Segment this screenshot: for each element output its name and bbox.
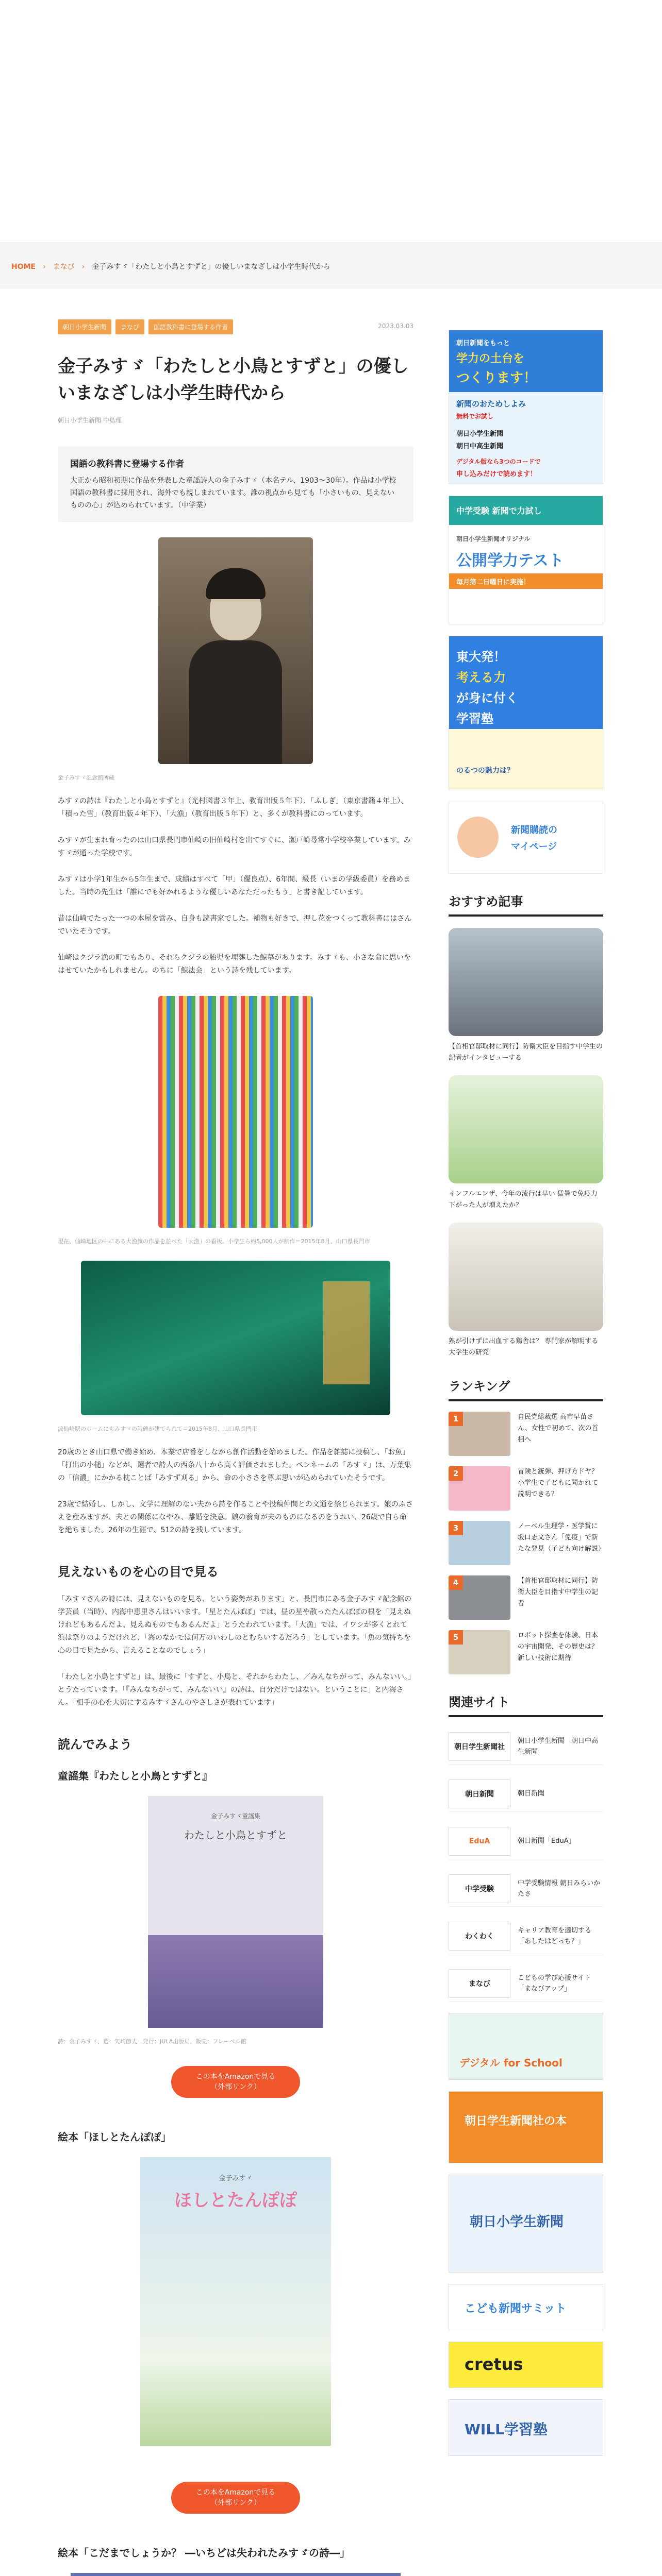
- book-author: 金子みすゞ: [219, 2175, 253, 2182]
- book-cover-title: ほしとたんぽぽ: [174, 2190, 297, 2211]
- trial-banner[interactable]: 朝日新聞をもっと 学力の土台を つくります！ 新聞のおためしよみ 無料でお試し 朝日小学生新聞 朝日中高生新聞 デジタル版なら3つのコードで 申し込みだけで読めます！: [449, 330, 603, 484]
- test-banner[interactable]: 中学受験 新聞で力試し 朝日小学生新聞オリジナル 公開学力テスト 毎月第二日曜日に実施！: [449, 496, 603, 624]
- amazon-button[interactable]: この本をAmazonで見る （外部リンク）: [171, 2066, 300, 2098]
- paragraph: みすゞの詩は『わたしと小鳥とすずと』（光村図書３年上、教育出版５年下）、「ふしぎ」（東京書籍４年上）、「積った雪」（教育出版４年下）、「大漁」（教育出版５年下）と、多くが教科書にのっています。: [58, 797, 408, 818]
- related-site[interactable]: 朝日学生新聞社 朝日小学生新聞 朝日中高生新聞: [449, 1728, 603, 1765]
- ranking-heading: ランキング: [449, 1376, 603, 1401]
- article-date: 2023.03.03: [378, 323, 413, 330]
- article: [58, 319, 413, 2576]
- recommend-item[interactable]: 【首相官邸取材に同行】防衛大臣を目指す中学生の記者がインタビューする: [449, 928, 603, 1064]
- recommend-item[interactable]: 熟が引けずに出血する鶏舎は？ 専門家が解明する大学生の研究: [449, 1223, 603, 1359]
- ranking-item[interactable]: 3 ノーベル生理学・医学賞に坂口志文さん「免疫」で新たな発見（子ども向け解説）: [449, 1521, 603, 1565]
- book-cover: [140, 2157, 331, 2446]
- breadcrumb-category[interactable]: まなび: [53, 263, 75, 271]
- summit-banner[interactable]: こども新聞サミット: [449, 2284, 603, 2330]
- related-heading: 関連サイト: [449, 1692, 603, 1717]
- paragraph: 昔は仙崎でたった一つの本屋を営み、自身も読書家でした。補物も好きで、押し花をつくって教科書にはさんでいたそうです。: [58, 914, 412, 936]
- photo-caption: 金子みすゞ記念館所蔵: [58, 774, 114, 781]
- poem-monument-photo: [81, 1261, 390, 1415]
- photo-caption: 現在、仙崎地区の中にある大漁旗の作品を並べた「大漁」の看板。小学生ら約5,000人が制作＝2015年8月、山口県長門市: [58, 1238, 370, 1245]
- cretus-banner[interactable]: cretus: [449, 2342, 603, 2388]
- portrait-photo: [158, 537, 313, 764]
- recommend-item[interactable]: インフルエンザ、今年の流行は早い 猛暑で免疫力下がった人が増えたか？: [449, 1075, 603, 1211]
- mypage-banner[interactable]: 新聞購読の マイページ: [449, 802, 603, 874]
- related-site[interactable]: まなび こどもの学び応援サイト「まなびアップ」: [449, 1965, 603, 2002]
- breadcrumb-current: 金子みすゞ「わたしと小鳥とすずと」の優しいまなざしは小学生時代から: [92, 263, 330, 271]
- breadcrumb: HOME › まなび › 金子みすゞ「わたしと小鳥とすずと」の優しいまなざしは小学生時代から: [11, 263, 330, 271]
- recommend-heading: おすすめ記事: [449, 891, 603, 917]
- related-site[interactable]: 中学受験 中学受験情報 朝日みらいかたさ: [449, 1871, 603, 1907]
- book-title: 絵本「ほしとたんぽぽ」: [58, 2131, 171, 2143]
- related-site[interactable]: 朝日新聞 朝日新聞: [449, 1776, 603, 1812]
- lead-title: 国語の教科書に登場する作者: [70, 459, 184, 469]
- related-site[interactable]: わくわく キャリア教育を適切する「あしたはどっち？」: [449, 1918, 603, 1954]
- breadcrumb-home[interactable]: HOME: [11, 263, 36, 271]
- paragraph: 20歳のとき山口県で働き始め、本業で店番をしながら創作活動を始めました。作品を雑誌に投稿し、「お魚」「打出の小槌」などが、選者で詩人の西条八十から高く評価されました。ペンネームの「みすゞ」は、万葉集の「信濃」にかかる枕ことば「みすず刈る」から、命の小ささを尊ぶ思いが込められていたそうです。: [58, 1448, 411, 1482]
- paragraph: 「みすゞさんの詩には、見えないものを見る、という姿勢があります」と、長門市にある金子みすゞ記念館の学芸員（当時）、内海中恵里さんはいいます。「星とたんぽぽ」では、昼の星や散ったたんぽぽの根を「見えぬけれどもあるんだよ、見えぬものでもあるんだよ」とうたわれています。「大漁」では、イワシが多くとれて浜は祭りのようだけれど、「海のなかでは何万のいわしのとむらいするだろう」としています。「魚の気持ちを心の目で見たから、言えることなのでしょう」: [58, 1595, 411, 1655]
- paragraph: 仙崎はクジラ漁の町でもあり、それらクジラの胎児を埋葬した鯨墓があります。みすゞも、小さな命に思いをはせていたかもしれません。のちに「鯨法会」という詩を残しています。: [58, 954, 411, 975]
- book-cover: [71, 2573, 401, 2576]
- sidebar: [449, 330, 603, 2456]
- will-banner[interactable]: WILL学習塾: [449, 2399, 603, 2456]
- section-heading: 見えないものを心の目で見る: [58, 1565, 219, 1579]
- book-title: 童謡集『わたしと小鳥とすずと』: [58, 1770, 213, 1782]
- shogakusei-banner[interactable]: 朝日小学生新聞: [449, 2175, 603, 2273]
- book-cover: [148, 1796, 323, 2028]
- photo-caption: 波仙崎駅のホームにもみすゞの詩碑が建てられて＝2015年8月、山口県長門市: [58, 1426, 257, 1432]
- byline: 朝日小学生新聞 中島理: [58, 417, 122, 424]
- paragraph: 「わたしと小鳥とすずと」は、最後に「すずと、小鳥と、それからわたし、／みんなちがって、みんないい。」とうたっています。「『みんなちがって、みんないい』の詩は、自分だけではない。ということに」と内海さん。「相手の心を大切にするみすゞさんのやさしさが表れています」: [58, 1673, 411, 1707]
- book-author: 金子みすゞ童謡集: [210, 1812, 260, 1820]
- lead-box: [58, 446, 413, 522]
- tag[interactable]: 朝日小学生新聞: [58, 319, 111, 334]
- paragraph: みすゞは小学1年生から5年生まで、成績はすべて「甲」（優良点）、6年間、級長（いまの学級委員）を務めました。当時の先生は「誰にでも好かれるような優しいあなただったもう」と書き記しています。: [58, 875, 411, 896]
- paragraph: 23歳で結婚し、しかし、文学に理解のない夫から詩を作ることや投稿仲間との文通を禁じられます。娘のふさえを産みますが、夫との関係になやみ、離婚を決意。娘の養育が夫のものになるのをうれい、26歳で自ら命を絶ちました。26年の生涯で、512の詩を残しています。: [58, 1500, 413, 1534]
- school-banner[interactable]: 東大発！ 考える力 が身に付く 学習塾 のるつの魅力は？: [449, 636, 603, 790]
- ranking-item[interactable]: 2 冒険と銃弾、押げ方ドヤ？ 小学生で子どもに聞かれて説明できる？: [449, 1466, 603, 1511]
- ranking-item[interactable]: 4 【首相官邸取材に同行】防衛大臣を目指す中学生の記者: [449, 1575, 603, 1620]
- section-heading: 読んでみよう: [58, 1737, 132, 1752]
- paragraph: みすゞが生まれ育ったのは山口県長門市仙崎の旧仙崎村を出てすぐに、瀬戸崎尋常小学校卒業しています。みすゞが通った学校です。: [58, 836, 411, 857]
- books-banner[interactable]: 朝日学生新聞社の本: [449, 2091, 603, 2163]
- book-caption: 詩：金子みすゞ、選：矢崎節夫 発行：JULA出版局、販売：フレーベル館: [58, 2038, 246, 2045]
- tag[interactable]: 国語教科書に登場する作者: [148, 319, 233, 334]
- lead-text: 大正から昭和初期に作品を発表した童謡詩人の金子みすゞ（本名テル、1903〜30年）。作品は小学校国語の教科書に採用され、海外でも親しまれています。誰の視点から見ても「小さいもの、見えないものの心」が込められています。（中学業）: [70, 477, 396, 510]
- ranking-item[interactable]: 5 ロボット探査を体験、日本の宇宙開発、その歴史は？ 新しい技術に期待: [449, 1630, 603, 1674]
- related-site[interactable]: EduA 朝日新聞「EduA」: [449, 1823, 603, 1859]
- breadcrumb-bar: [0, 242, 662, 289]
- amazon-button[interactable]: この本をAmazonで見る （外部リンク）: [171, 2482, 300, 2514]
- tag[interactable]: まなび: [115, 319, 144, 334]
- book-cover-title: わたしと小鳥とすずと: [184, 1829, 288, 1841]
- ranking-item[interactable]: 1 自民党総裁選 高市早苗さん、女性で初めて、次の首相へ: [449, 1412, 603, 1456]
- article-title: 金子みすゞ「わたしと小鳥とすずと」の優しいまなざしは小学生時代から: [58, 356, 409, 403]
- tag-list: [58, 319, 413, 334]
- digital-school-banner[interactable]: デジタル for School: [449, 2013, 603, 2080]
- flag-display-photo: [158, 996, 313, 1228]
- book-title: 絵本「こだまでしょうか？ ―いちどは失われたみすゞの詩―」: [58, 2547, 350, 2559]
